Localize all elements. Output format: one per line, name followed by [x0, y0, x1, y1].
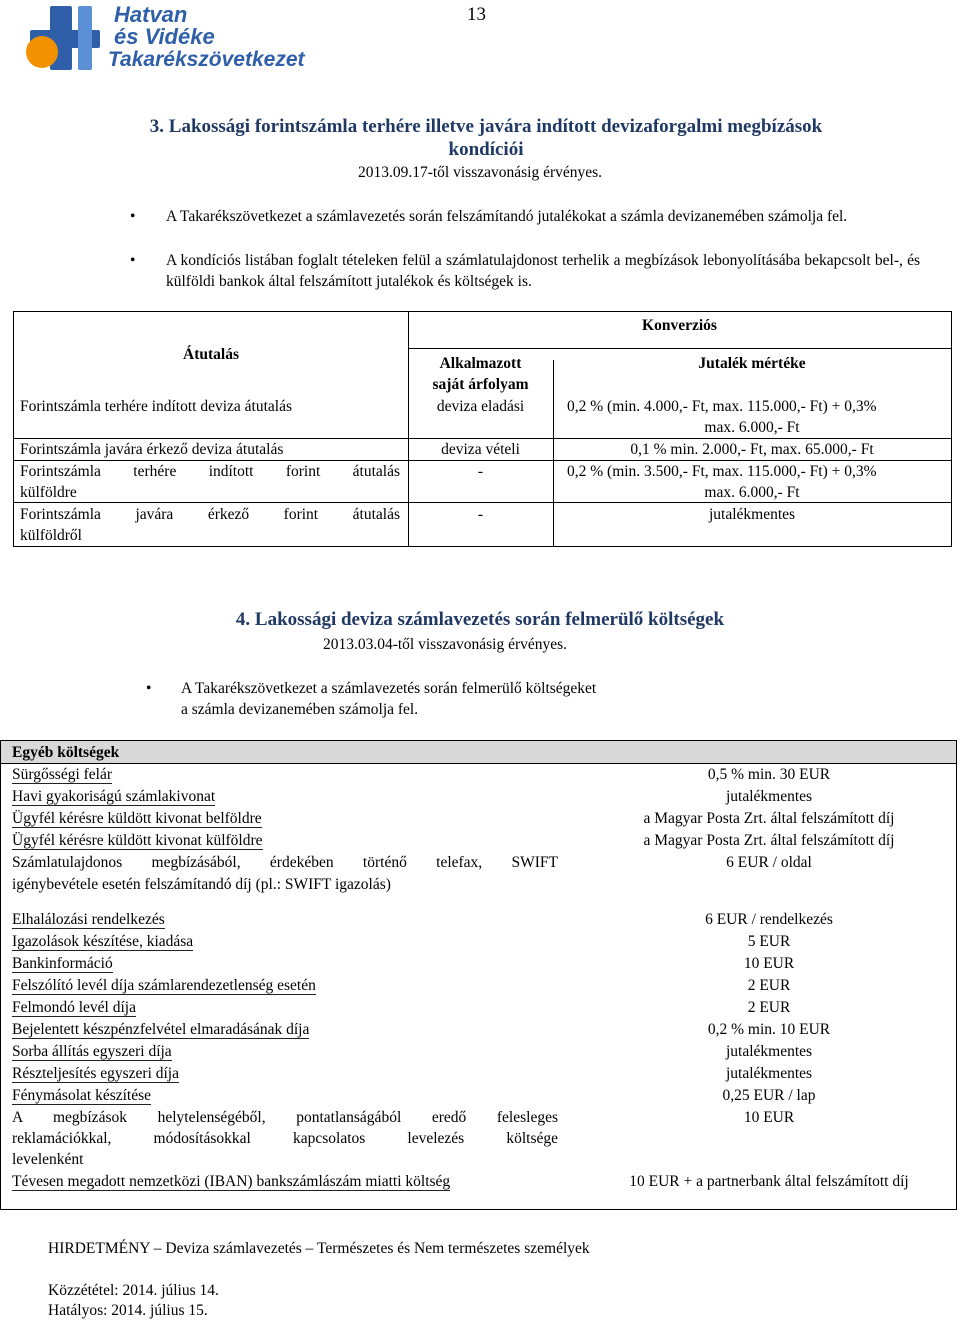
cost-value: a Magyar Posta Zrt. által felszámított díj — [643, 810, 895, 827]
cost-label-line-3: levelenként — [12, 1151, 84, 1168]
row-name-line-1: Forintszámla terhére indított forint átutalás — [20, 463, 400, 480]
page-number: 13 — [467, 4, 486, 25]
cost-value: 5 EUR — [747, 933, 791, 950]
header-rate-line-1: Alkalmazott — [439, 355, 522, 372]
cost-value: jutalékmentes — [725, 1043, 813, 1060]
cost-value: 2 EUR — [747, 977, 791, 994]
cost-label-line-1: Számlatulajdonos megbízásából, érdekében történő telefax, SWIFT — [12, 854, 558, 871]
cost-label: Felszólító levél díja számlarendezetlenség esetén — [12, 977, 316, 994]
cost-label: Igazolások készítése, kiadása — [12, 933, 194, 950]
table-row — [12, 1019, 952, 1041]
table-row — [12, 953, 952, 975]
row-rate: - — [477, 463, 484, 480]
table-row — [12, 975, 952, 997]
cost-value: 10 EUR — [743, 955, 795, 972]
bullet-text: A Takarékszövetkezet a számlavezetés során felszámítandó jutalékokat a számla devizanemében számolja fel. — [166, 208, 848, 225]
costs-table-title: Egyéb költségek — [12, 744, 120, 761]
table-row — [12, 786, 952, 808]
header-fee: Jutalék mértéke — [698, 355, 806, 372]
row-name-line-2: külföldre — [20, 484, 77, 501]
header-transfer: Átutalás — [183, 346, 239, 363]
row-fee-line-1: 0,1 % min. 2.000,- Ft, max. 65.000,- Ft — [630, 441, 874, 458]
bullet-item — [146, 678, 596, 720]
section-4-validity: 2013.03.04-től visszavonásig érvényes. — [322, 636, 568, 653]
bullet-text-line-1: A Takarékszövetkezet a számlavezetés során felmerülő költségeket — [181, 680, 597, 697]
table-row — [12, 1063, 952, 1085]
cost-value: 10 EUR + a partnerbank által felszámított díj — [629, 1173, 909, 1190]
cost-value: 6 EUR / rendelkezés — [705, 911, 833, 928]
cost-value: 10 EUR — [743, 1109, 795, 1126]
header-rate-line-2: saját árfolyam — [432, 376, 529, 393]
cost-label: Tévesen megadott nemzetközi (IBAN) bankszámlászám miatti költség — [12, 1173, 451, 1190]
cost-value: jutalékmentes — [725, 1065, 813, 1082]
cost-label: Havi gyakoriságú számlakivonat — [12, 788, 216, 805]
row-fee-line-1: jutalékmentes — [708, 506, 796, 523]
cost-label: Felmondó levél díja — [12, 999, 136, 1016]
company-logo — [22, 0, 322, 78]
table-row — [12, 997, 952, 1019]
transfer-fee-table — [13, 311, 952, 547]
bullet-item — [130, 250, 920, 292]
bullet-icon: • — [130, 252, 136, 269]
section-3-title-line-1: 3. Lakossági forintszámla terhére illetve javára indított devizaforgalmi megbízások — [149, 116, 823, 137]
table-row — [12, 764, 952, 786]
table-row — [12, 1107, 952, 1173]
row-name-line-1: Forintszámla javára érkező forint átutalás — [20, 506, 400, 523]
row-name: Forintszámla javára érkező deviza átutalás — [20, 441, 284, 458]
bullet-text-line-2: a számla devizanemében számolja fel. — [181, 701, 419, 718]
section-3-title — [96, 115, 876, 161]
cost-label-line-2: igénybevétele esetén felszámítandó díj (pl.: SWIFT igazolás) — [12, 876, 391, 893]
logo-mark-icon — [22, 0, 114, 78]
footer-title: HIRDETMÉNY – Deviza számlavezetés – Természetes és Nem természetes személyek — [48, 1240, 590, 1257]
cost-label: Sürgősségi felár — [12, 766, 113, 783]
cost-label-line-2: reklamációkkal, módosításokkal kapcsolatos levelezés költsége — [12, 1130, 558, 1147]
table-row — [12, 830, 952, 852]
logo-line-3: Takarékszövetkezet — [108, 48, 305, 71]
section-3-validity: 2013.09.17-től visszavonásig érvényes. — [357, 164, 603, 181]
row-rate: deviza eladási — [436, 398, 525, 415]
footer-published: Közzététel: 2014. július 14. — [48, 1282, 219, 1299]
row-name-line-2: külföldről — [20, 527, 82, 544]
footer-effective: Hatályos: 2014. július 15. — [48, 1302, 208, 1319]
table-row — [12, 1085, 952, 1107]
section-3-title-line-2: kondíciói — [448, 139, 524, 160]
row-rate: deviza vételi — [441, 441, 520, 458]
table-row — [12, 931, 952, 953]
row-fee-line-2: max. 6.000,- Ft — [704, 419, 800, 436]
cost-value: 0,25 EUR / lap — [722, 1087, 816, 1104]
table-row — [12, 1041, 952, 1063]
logo-line-1: Hatvan — [114, 2, 188, 27]
bullet-item — [130, 206, 920, 227]
cost-label: Elhalálozási rendelkezés — [12, 911, 165, 928]
cost-label: Sorba állítás egyszeri díja — [12, 1043, 172, 1060]
row-rate: - — [477, 506, 484, 523]
cost-value: jutalékmentes — [725, 788, 813, 805]
cost-label: Ügyfél kérésre küldött kivonat belföldre — [12, 810, 262, 827]
row-fee-line-1: 0,2 % (min. 3.500,- Ft, max. 115.000,- Ft) + 0,3% — [567, 463, 877, 480]
table-row — [12, 852, 952, 896]
table-row — [12, 909, 952, 931]
table-row — [12, 1171, 952, 1193]
cost-label: Részteljesítés egyszeri díja — [12, 1065, 179, 1082]
cost-value: 0,5 % min. 30 EUR — [707, 766, 831, 783]
cost-label: Ügyfél kérésre küldött kivonat külföldre — [12, 832, 263, 849]
costs-table — [0, 740, 957, 1210]
cost-value: a Magyar Posta Zrt. által felszámított díj — [643, 832, 895, 849]
header-conversion: Konverziós — [642, 317, 717, 334]
cost-value: 2 EUR — [747, 999, 791, 1016]
costs-table-header — [1, 741, 956, 764]
cost-value: 0,2 % min. 10 EUR — [707, 1021, 831, 1038]
section-4-title: 4. Lakossági deviza számlavezetés során felmerülő költségek — [235, 609, 725, 630]
bullet-icon: • — [130, 208, 136, 225]
row-fee-line-1: 0,2 % (min. 4.000,- Ft, max. 115.000,- Ft) + 0,3% — [567, 398, 877, 415]
cost-label: Fénymásolat készítése — [12, 1087, 152, 1104]
bullet-icon: • — [146, 680, 152, 697]
row-fee-line-2: max. 6.000,- Ft — [704, 484, 800, 501]
bullet-text: A kondíciós listában foglalt tételeken felül a számlatulajdonost terhelik a megbízások lebonyolításába bekapcsolt bel-, és külföldi bankok által felszámított jutalékok és költségek is. — [166, 252, 920, 290]
row-name: Forintszámla terhére indított deviza átutalás — [20, 398, 293, 415]
cost-label-line-1: A megbízások helytelenségéből, pontatlanságából eredő felesleges — [12, 1109, 558, 1126]
table-row — [12, 808, 952, 830]
cost-value: 6 EUR / oldal — [726, 854, 812, 871]
logo-line-2: és Vidéke — [114, 24, 215, 49]
cost-label: Bankinformáció — [12, 955, 113, 972]
cost-label: Bejelentett készpénzfelvétel elmaradásának díja — [12, 1021, 310, 1038]
